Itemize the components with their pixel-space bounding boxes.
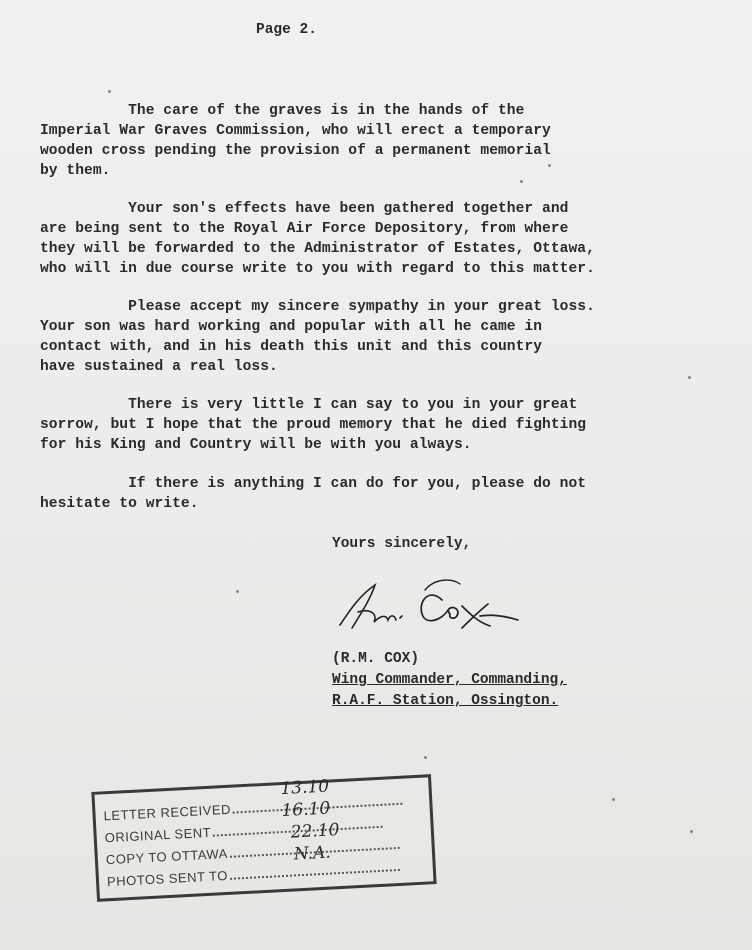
- stamp-value: 22.10: [290, 820, 340, 843]
- signer-name: (R.M. COX): [332, 651, 420, 667]
- closing-salutation: Yours sincerely,: [332, 536, 472, 552]
- stamp-label: LETTER RECEIVED: [103, 801, 232, 824]
- signer-station: R.A.F. Station, Ossington.: [332, 693, 559, 709]
- letter-line: There is very little I can say to you in your great: [40, 397, 578, 413]
- letter-line: The care of the graves is in the hands of the: [40, 103, 525, 119]
- handwritten-signature: [330, 570, 530, 640]
- letter-line: Your son was hard working and popular with all he came in: [40, 319, 543, 335]
- letter-line: hesitate to write.: [40, 496, 199, 512]
- stamp-value: N.A.: [293, 842, 332, 865]
- page-number: Page 2.: [256, 22, 317, 38]
- stamp-label: PHOTOS SENT TO: [106, 867, 229, 890]
- signer-rank: Wing Commander, Commanding,: [332, 672, 567, 688]
- stamp-value: 13.10: [279, 776, 330, 800]
- letter-line: they will be forwarded to the Administrator of Estates, Ottawa,: [40, 241, 595, 257]
- letter-line: contact with, and in his death this unit and this country: [40, 339, 543, 355]
- letter-line: are being sent to the Royal Air Force Depository, from where: [40, 221, 569, 237]
- letter-line: who will in due course write to you with regard to this matter.: [40, 261, 595, 277]
- letter-line: If there is anything I can do for you, please do not: [40, 476, 587, 492]
- letter-line: Your son's effects have been gathered together and: [40, 201, 569, 217]
- received-stamp: [91, 774, 436, 902]
- letter-line: for his King and Country will be with you always.: [40, 437, 472, 453]
- stamp-label: ORIGINAL SENT: [104, 824, 212, 846]
- letter-line: by them.: [40, 163, 111, 179]
- letter-line: Please accept my sincere sympathy in your great loss.: [40, 299, 595, 315]
- letter-line: Imperial War Graves Commission, who will erect a temporary: [40, 123, 551, 139]
- letter-line: have sustained a real loss.: [40, 359, 278, 375]
- stamp-label: COPY TO OTTAWA: [105, 845, 229, 868]
- stamp-value: 16.10: [281, 798, 331, 822]
- letter-line: sorrow, but I hope that the proud memory that he died fighting: [40, 417, 587, 433]
- letter-line: wooden cross pending the provision of a permanent memorial: [40, 143, 551, 159]
